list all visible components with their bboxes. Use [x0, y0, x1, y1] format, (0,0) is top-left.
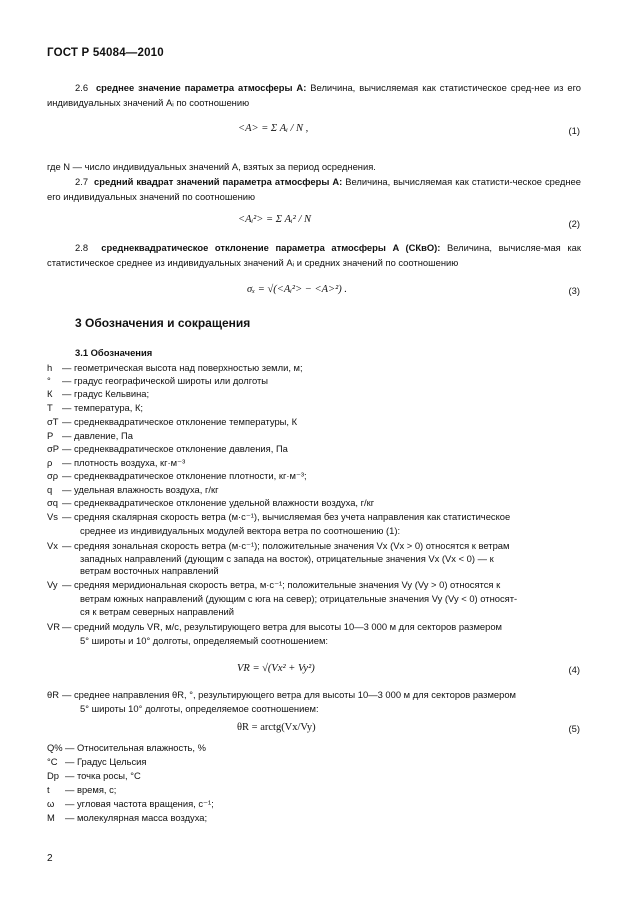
equation-number-4: (4)	[568, 664, 580, 675]
symbol: ρ	[47, 457, 53, 468]
symbol-definition-cont: 5° широты 10° долготы, определяемое соотношением:	[80, 703, 319, 714]
definition-text: Величина, вычисляемая как статисти-ческое среднее его индивидуальных значений по соотношению	[47, 176, 581, 202]
symbol-definition: — средний модуль VR, м/с, результирующего ветра для высоты 10—3 000 м для секторов размером	[62, 621, 502, 632]
clause-number: 2.7	[75, 176, 89, 187]
symbol: К	[47, 388, 53, 399]
symbol-definition: — давление, Па	[62, 430, 133, 441]
symbol: Vs	[47, 511, 58, 522]
symbol-definition: — температура, К;	[62, 402, 144, 413]
symbol: σq	[47, 497, 59, 508]
symbol-definition: — градус Кельвина;	[62, 388, 150, 399]
term: среднеквадратическое отклонение параметра атмосферы A (СКвО):	[101, 242, 441, 253]
formula-5: θR = arctg(Vx/Vy)	[237, 722, 316, 733]
symbol-definition: — среднеквадратическое отклонение давления, Па	[62, 443, 288, 454]
definition-2-6	[47, 80, 581, 110]
symbol: σT	[47, 416, 59, 427]
definition-2-7	[47, 174, 581, 204]
symbol-definition: — градус географической широты или долготы	[62, 375, 269, 386]
symbol: Vy	[47, 579, 58, 590]
symbol: °С	[47, 756, 58, 767]
equation-number-1: (1)	[568, 125, 580, 136]
definition-text: Величина, вычисляе-мая как статистическое среднее из индивидуальных значений Aᵢ и средних значений по соотношению	[47, 242, 581, 268]
symbol: t	[47, 784, 50, 795]
symbol-definition: — среднеквадратическое отклонение плотности, кг·м⁻³;	[62, 470, 307, 481]
symbol-definition: — средняя зональная скорость ветра (м·с⁻¹); положительные значения Vx (Vx > 0) относятся к ветрам	[62, 540, 510, 551]
subsection-heading: 3.1 Обозначения	[75, 347, 153, 358]
page-number: 2	[47, 853, 53, 864]
term: среднее значение параметра атмосферы A:	[95, 82, 307, 93]
symbol: М	[47, 812, 55, 823]
symbol: σρ	[47, 470, 59, 481]
section-heading: 3 Обозначения и сокращения	[75, 316, 251, 330]
symbol-definition-cont: ветрам южных направлений (дующим с юга на север); отрицательные значения Vy (Vy < 0) относят-	[80, 593, 518, 604]
equation-number-3: (3)	[568, 285, 580, 296]
clause-number: 2.8	[75, 242, 89, 253]
symbol-definition-cont: ветрам восточных направлений	[80, 565, 219, 576]
symbol-definition: — Градус Цельсия	[65, 756, 147, 767]
definition-text: Величина, вычисляемая как статистическое сред-нее из его индивидуальных значений Aᵢ по соотношению	[47, 82, 582, 108]
symbol: °	[47, 375, 51, 386]
symbol: Vx	[47, 540, 58, 551]
clause-number: 2.6	[75, 82, 89, 93]
formula-2: <Aᵢ²> = Σ Aᵢ² / N	[238, 214, 311, 225]
symbol-definition: — угловая частота вращения, с⁻¹;	[65, 798, 214, 809]
symbol-definition: — среднеквадратическое отклонение удельной влажности воздуха, г/кг	[62, 497, 375, 508]
equation-number-2: (2)	[568, 218, 580, 229]
formula-4: VR = √(Vx² + Vy²)	[237, 663, 315, 674]
definition-2-8	[47, 240, 581, 270]
equation-number-5: (5)	[568, 723, 580, 734]
symbol-definition: — молекулярная масса воздуха;	[65, 812, 208, 823]
term: средний квадрат значений параметра атмосферы A:	[94, 176, 343, 187]
symbol: q	[47, 484, 53, 495]
formula-3: σₓ = √(<Aᵢ²> − <A>²) .	[247, 284, 347, 295]
symbol-definition: — среднее направления θR, °, результирующего ветра для высоты 10—3 000 м для секторов размером	[62, 689, 516, 700]
symbol: Р	[47, 430, 54, 441]
symbol-definition: — время, с;	[65, 784, 117, 795]
symbol-definition: — Относительная влажность, %	[65, 742, 206, 753]
symbol-definition: — средняя меридиональная скорость ветра, м·с⁻¹; положительные значения Vy (Vy > 0) относятся к	[62, 579, 501, 590]
symbol-definition-cont: 5° широты и 10° долготы, определяемый соотношением:	[80, 635, 329, 646]
symbol: h	[47, 362, 53, 373]
symbol-definition: — удельная влажность воздуха, г/кг	[62, 484, 219, 495]
formula-1-where: где N — число индивидуальных значений A, взятых за период осреднения.	[47, 161, 376, 172]
symbol: Q%	[47, 742, 63, 753]
formula-1: <A> = Σ Aᵢ / N ,	[238, 123, 309, 134]
symbol: ω	[47, 798, 55, 809]
symbol-definition-cont: ся к ветрам северных направлений	[80, 606, 235, 617]
symbol-definition-cont: западных направлений (дующим с запада на восток), отрицательные значения Vx (Vx < 0) — к	[80, 553, 494, 564]
symbol-definition-cont: среднее из индивидуальных модулей вектора ветра по соотношению (1):	[80, 525, 401, 536]
symbol: θR	[47, 689, 59, 700]
symbol: Dp	[47, 770, 59, 781]
symbol: VR	[47, 621, 61, 632]
symbol: Т	[47, 402, 53, 413]
symbol-definition: — среднеквадратическое отклонение температуры, К	[62, 416, 298, 427]
symbol-definition: — плотность воздуха, кг·м⁻³	[62, 457, 186, 468]
symbol-definition: — точка росы, °С	[65, 770, 141, 781]
symbol-definition: — средняя скалярная скорость ветра (м·с⁻¹), вычисляемая без учета направления как статистическое	[62, 511, 511, 522]
document-header: ГОСТ Р 54084—2010	[47, 47, 164, 59]
symbol-definition: — геометрическая высота над поверхностью земли, м;	[62, 362, 303, 373]
symbol: σP	[47, 443, 60, 454]
